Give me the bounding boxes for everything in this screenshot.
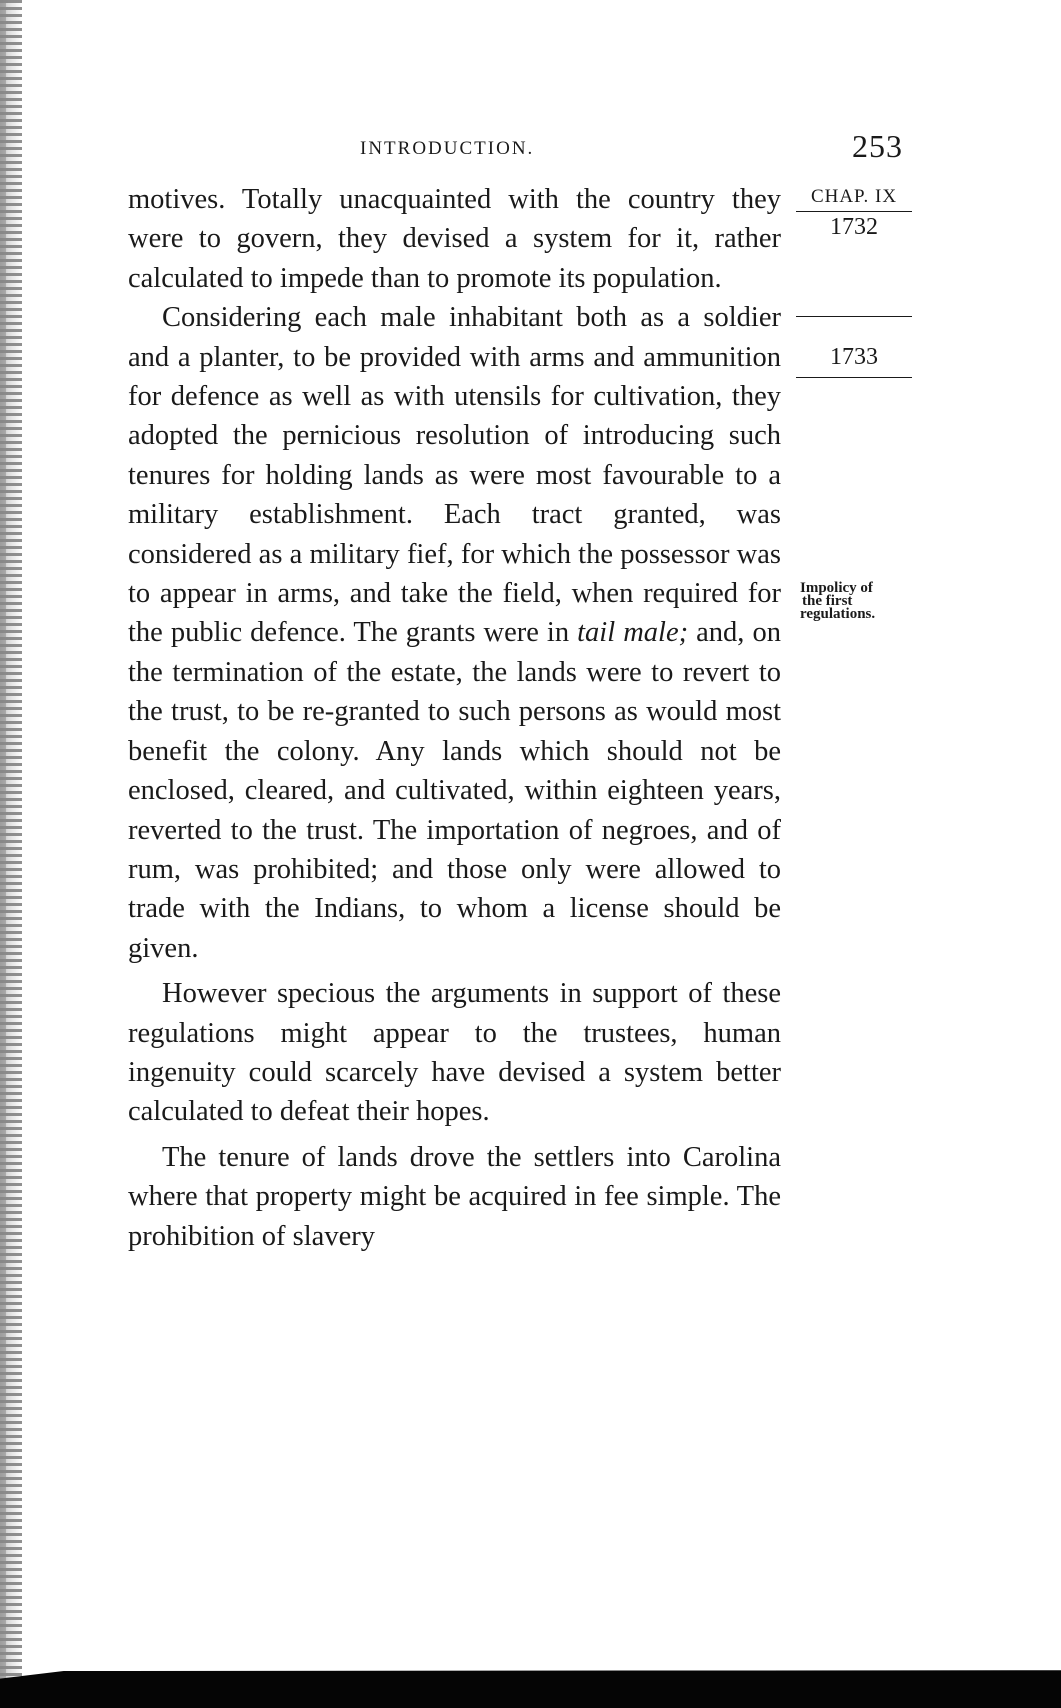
margin-rule [796,377,912,378]
binding-edge [0,0,22,1700]
sidenote-impolicy [800,582,912,621]
sidenote-line: Impolicy of [800,580,873,596]
margin-rule [796,316,912,317]
margin-rule [796,211,912,212]
body-text [128,180,781,1256]
paragraph-4: The tenure of lands drove the settlers into Carolina where that property might be acquired in fee simple. The prohibition of slavery [128,1141,781,1252]
chapter-marker: CHAP. IX [810,186,898,207]
paragraph-2-italic: tail male; [577,617,689,649]
scan-bottom-edge [0,1666,1061,1708]
year-1733: 1733 [830,344,878,370]
sidenote-line: the first [802,593,853,609]
paragraph-1: motives. Totally unacquainted with the country they were to govern, they devised a system for it, rather calculated to impede than to promote its population. [128,184,781,294]
paragraph-3: However specious the arguments in support of these regulations might appear to the trustees, human ingenuity could scarcely have devised a system better calculated to defeat their hopes. [128,978,781,1128]
page-number: 253 [852,128,903,164]
paragraph-2 [128,298,781,968]
running-head: INTRODUCTION. [360,138,535,159]
paragraph-2-text-a: Considering each male inhabitant both as a soldier and a planter, to be provided with arms and ammunition for defence as well as with utensils for cultivation, they adopted the pernicious resolution of introducing such tenures for holding lands as were most favourable to a military establishment. Each tract granted, was considered as a military fief, for which the possessor was to appear in arms, and take the field, when required for the public defence. The grants were in [128,302,781,649]
year-1732: 1732 [830,214,878,240]
sidenote-line: regulations. [800,606,876,622]
paragraph-2-text-b: and, on the termination of the estate, the lands were to revert to the trust, to be re-granted to such persons as would most benefit the colony. Any lands which should not be enclosed, cleared, and cultivated, within eighteen years, reverted to the trust. The importation of negroes, and of rum, was prohibited; and those only were allowed to trade with the Indians, to whom a license should be given. [128,617,781,964]
